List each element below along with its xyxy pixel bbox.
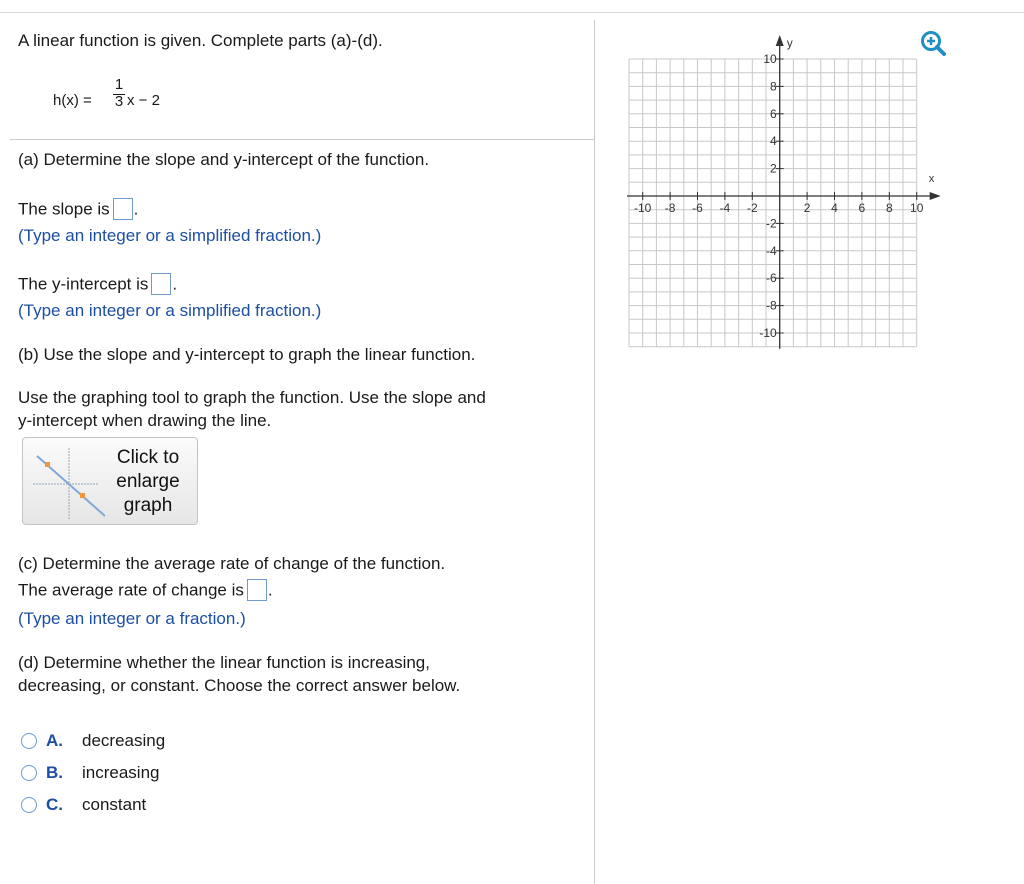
y-tick-label: 8 <box>770 79 777 94</box>
intercept-line <box>18 274 177 296</box>
option-a-radio[interactable] <box>21 733 37 749</box>
y-tick-label: 10 <box>763 52 777 66</box>
y-tick-label: -2 <box>766 216 777 231</box>
x-tick-label: -6 <box>692 201 703 215</box>
intercept-prefix: The y-intercept is <box>18 274 149 294</box>
rate-prefix: The average rate of change is <box>18 580 244 600</box>
enlarge-label-line-1: Click to <box>116 447 180 468</box>
option-b-text: increasing <box>82 763 160 782</box>
y-tick-label: -8 <box>766 298 777 313</box>
slope-line <box>18 199 138 221</box>
slope-hint: (Type an integer or a simplified fraction.) <box>18 226 322 245</box>
top-rule <box>0 12 1024 13</box>
part-d-question-1: (d) Determine whether the linear function is increasing, <box>18 653 430 672</box>
x-tick-label: 2 <box>803 201 811 215</box>
part-b-instruction-1: Use the graphing tool to graph the function. Use the slope and <box>18 388 486 407</box>
x-tick-label: 6 <box>858 201 866 215</box>
rate-period: . <box>267 580 273 600</box>
graph-thumbnail-icon <box>25 438 105 524</box>
y-axis-arrow <box>776 35 784 46</box>
x-axis-label: x <box>928 173 935 185</box>
slope-answer-input[interactable] <box>113 198 133 220</box>
enlarge-label-line-3: graph <box>123 495 173 516</box>
y-tick-label: 2 <box>770 161 777 176</box>
option-a-text: decreasing <box>82 731 166 750</box>
section-divider <box>10 139 594 140</box>
part-b-instruction-2: y-intercept when drawing the line. <box>18 411 272 430</box>
intercept-period: . <box>172 274 178 294</box>
x-tick-label: 8 <box>885 201 893 215</box>
rate-line <box>18 580 273 602</box>
x-tick-label: -4 <box>719 201 731 215</box>
intercept-hint: (Type an integer or a simplified fraction.) <box>18 301 322 320</box>
option-c-text: constant <box>82 795 147 814</box>
function-lhs: h(x) = <box>53 92 92 109</box>
slope-prefix: The slope is <box>18 199 110 219</box>
part-a-question: (a) Determine the slope and y-intercept of the function. <box>18 150 430 169</box>
y-tick-label: -4 <box>766 243 777 258</box>
x-tick-label: 4 <box>831 201 838 215</box>
function-rhs: x − 2 <box>127 92 160 109</box>
part-d-question-2: decreasing, or constant. Choose the correct answer below. <box>18 676 461 695</box>
y-tick-label: -6 <box>766 271 777 286</box>
enlarge-graph-label <box>109 446 187 518</box>
enlarge-label-line-2: enlarge <box>116 471 180 492</box>
intercept-answer-input[interactable] <box>151 273 171 295</box>
y-tick-label: -10 <box>759 326 777 340</box>
y-tick-label: 6 <box>770 106 777 121</box>
part-c-question: (c) Determine the average rate of change of the function. <box>18 554 446 573</box>
y-axis-label: y <box>786 36 793 50</box>
option-c-letter: C. <box>46 795 63 814</box>
x-tick-label: -8 <box>664 201 676 215</box>
x-tick-label: -2 <box>746 201 758 215</box>
slope-period: . <box>133 199 139 219</box>
fraction-numerator: 1 <box>114 76 124 93</box>
x-tick-label: -10 <box>634 201 652 215</box>
y-tick-label: 4 <box>770 134 777 149</box>
option-a-letter: A. <box>46 731 63 750</box>
option-b-letter: B. <box>46 763 63 782</box>
function-fraction <box>113 76 125 114</box>
option-b-radio[interactable] <box>21 765 37 781</box>
x-axis-arrow <box>930 192 941 200</box>
rate-hint: (Type an integer or a fraction.) <box>18 609 246 628</box>
fraction-denominator: 3 <box>114 93 124 110</box>
panel-divider <box>594 20 595 884</box>
enlarge-graph-button[interactable] <box>22 437 198 525</box>
rate-answer-input[interactable] <box>247 579 267 601</box>
instruction-text: A linear function is given. Complete parts (a)-(d). <box>18 31 383 50</box>
coordinate-grid[interactable] <box>600 28 970 368</box>
part-b-question: (b) Use the slope and y-intercept to graph the linear function. <box>18 345 476 364</box>
x-tick-label: 10 <box>910 201 924 215</box>
option-c-radio[interactable] <box>21 797 37 813</box>
